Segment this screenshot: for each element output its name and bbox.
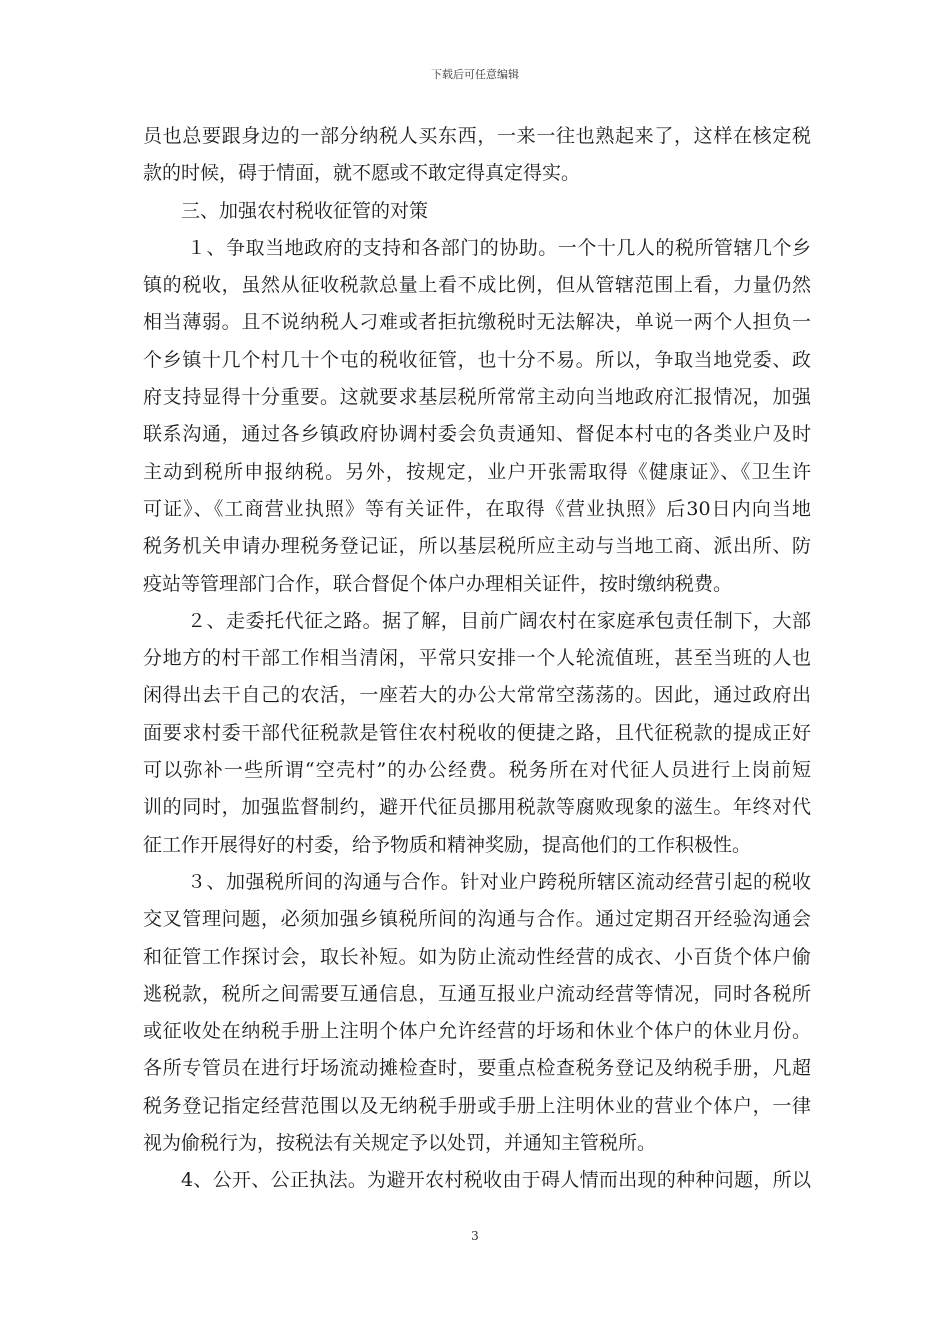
text-line: 交叉管理问题，必须加强乡镇税所间的沟通与合作。通过定期召开经验沟通会 — [143, 908, 811, 931]
page-number: 3 — [471, 1229, 479, 1243]
text-line: 征工作开展得好的村委，给予物质和精神奖励，提高他们的工作积极性。 — [143, 833, 752, 856]
text-line: 或征收处在纳税手册上注明个体户允许经营的圩场和休业个体户的休业月份。 — [143, 1020, 811, 1043]
text-line: 员也总要跟身边的一部分纳税人买东西，一来一往也熟起来了，这样在核定税 — [143, 125, 811, 147]
text-line: 闲得出去干自己的农活，一座若大的办公大常常空荡荡的。因此，通过政府出 — [143, 684, 811, 707]
text-line: 逃税款，税所之间需要互通信息，互通互报业户流动经营等情况，同时各税所 — [143, 982, 811, 1005]
text-line: 镇的税收，虽然从征收税款总量上看不成比例，但从管辖范围上看，力量仍然 — [143, 274, 811, 297]
body-text — [143, 118, 811, 1200]
text-line: 4、公开、公正执法。为避开农村税收由于碍人情而出现的种种问题，所以 — [181, 1169, 811, 1192]
text-line: 可以弥补一些所谓“空壳村”的办公经费。税务所在对代征人员进行上岗前短 — [143, 759, 811, 782]
text-line: 相当薄弱。且不说纳税人刁难或者拒抗缴税时无法解决，单说一两个人担负一 — [143, 311, 811, 334]
text-line: 和征管工作探讨会，取长补短。如为防止流动性经营的成衣、小百货个体户偷 — [143, 945, 811, 968]
text-line: 分地方的村干部工作相当清闲，平常只安排一个人轮流值班，甚至当班的人也 — [143, 647, 811, 670]
section-heading: 三、加强农村税收征管的对策 — [181, 199, 429, 222]
text-line: 视为偷税行为，按税法有关规定予以处罚，并通知主管税所。 — [143, 1132, 657, 1155]
text-line: 主动到税所申报纳税。另外，按规定，业户开张需取得《健康证》、《卫生许 — [143, 460, 811, 483]
page-header: 下载后可任意编辑 — [431, 68, 519, 81]
text-line: 联系沟通，通过各乡镇政府协调村委会负责通知、督促本村屯的各类业户及时 — [143, 423, 811, 446]
text-line: ３、加强税所间的沟通与合作。针对业户跨税所辖区流动经营引起的税收 — [187, 870, 811, 893]
text-line: 个乡镇十几个村几十个屯的税收征管，也十分不易。所以，争取当地党委、政 — [143, 348, 811, 371]
text-line: 各所专管员在进行圩场流动摊检查时，要重点检查税务登记及纳税手册，凡超 — [143, 1057, 811, 1080]
text-line: 面要求村委干部代征税款是管住农村税收的便捷之路，且代征税款的提成正好 — [143, 721, 811, 744]
text-line: 税务登记指定经营范围以及无纳税手册或手册上注明休业的营业个体户，一律 — [143, 1094, 811, 1117]
text-line: １、争取当地政府的支持和各部门的协助。一个十几人的税所管辖几个乡 — [187, 236, 811, 259]
text-line: 可证》、《工商营业执照》等有关证件，在取得《营业执照》后30日内向当地 — [143, 497, 811, 520]
text-line: 训的同时，加强监督制约，避开代征员挪用税款等腐败现象的滋生。年终对代 — [143, 796, 811, 819]
text-line: 款的时候，碍于情面，就不愿或不敢定得真定得实。 — [143, 162, 581, 185]
text-line: 府支持显得十分重要。这就要求基层税所常常主动向当地政府汇报情况，加强 — [143, 386, 811, 409]
text-line: ２、走委托代征之路。据了解，目前广阔农村在家庭承包责任制下，大部 — [187, 609, 811, 632]
text-line: 税务机关申请办理税务登记证，所以基层税所应主动与当地工商、派出所、防 — [143, 535, 811, 558]
text-line: 疫站等管理部门合作，联合督促个体户办理相关证件，按时缴纳税费。 — [143, 572, 733, 595]
